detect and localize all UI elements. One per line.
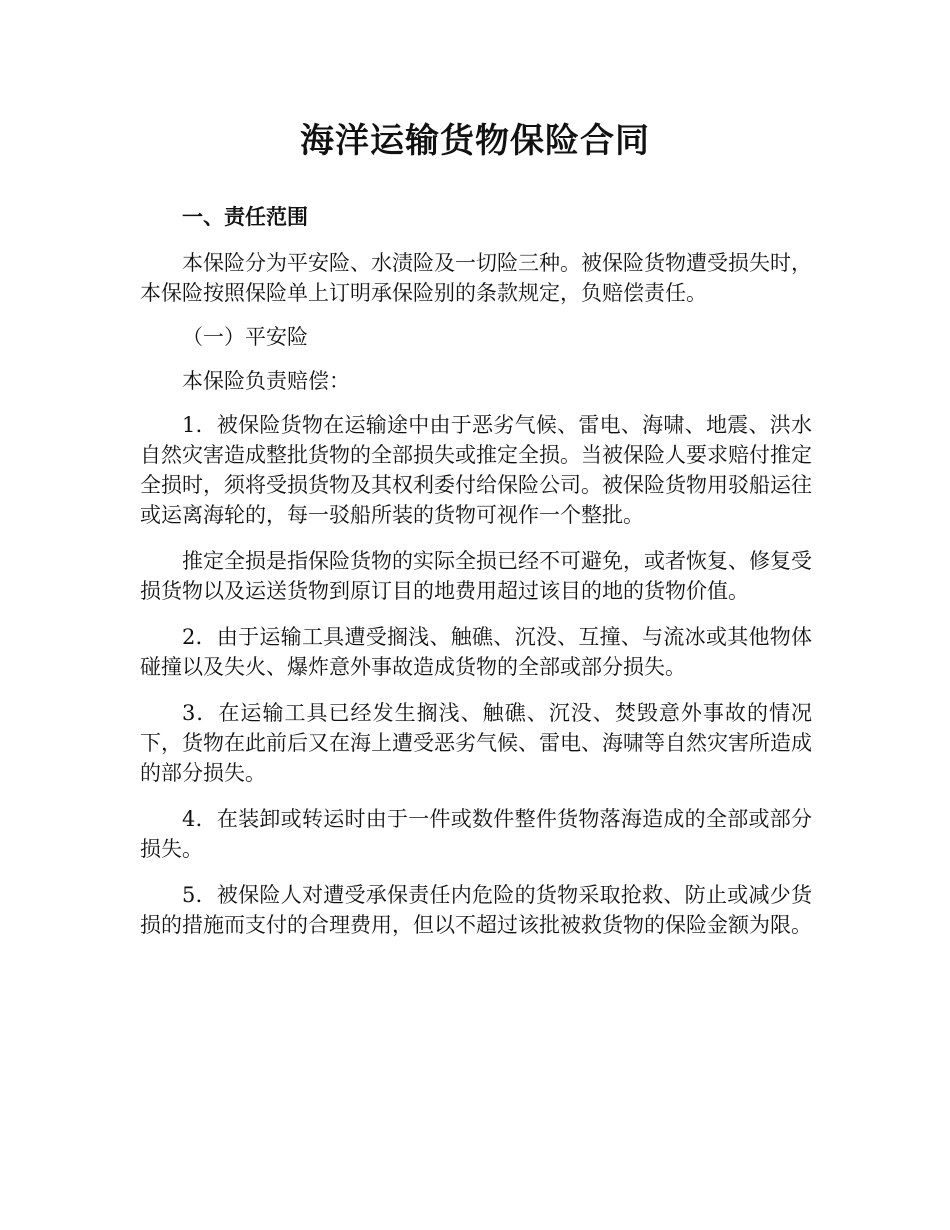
clause-item-2: 2．由于运输工具遭受搁浅、触礁、沉没、互撞、与流冰或其他物体碰撞以及失火、爆炸意外事故造成货物的全部或部分损失。 [140,625,812,679]
document-title: 海洋运输货物保险合同 [300,121,650,161]
paragraph-liability-statement: 本保险负责赔偿： [182,369,350,393]
subsection-heading-free-from-particular-average: （一）平安险 [182,325,308,349]
clause-item-3: 3．在运输工具已经发生搁浅、触礁、沉没、焚毁意外事故的情况下，货物在此前后又在海上遭受恶劣气候、雷电、海啸等自然灾害所造成的部分损失。 [140,701,812,785]
section-heading-liability-scope: 一、责任范围 [182,205,308,229]
clause-item-5: 5．被保险人对遭受承保责任内危险的货物采取抢救、防止或减少货损的措施而支付的合理费用，但以不超过该批被救货物的保险金额为限。 [140,883,812,937]
paragraph-intro: 本保险分为平安险、水渍险及一切险三种。被保险货物遭受损失时，本保险按照保险单上订明承保险别的条款规定，负赔偿责任。 [140,251,812,305]
paragraph-constructive-total-loss: 推定全损是指保险货物的实际全损已经不可避免，或者恢复、修复受损货物以及运送货物到原订目的地费用超过该目的地的货物价值。 [140,549,812,603]
clause-item-1: 1．被保险货物在运输途中由于恶劣气候、雷电、海啸、地震、洪水自然灾害造成整批货物的全部损失或推定全损。当被保险人要求赔付推定全损时，须将受损货物及其权利委付给保险公司。被保险货物用驳船运往或运离海轮的，每一驳船所装的货物可视作一个整批。 [140,413,812,527]
document-body [140,202,812,956]
clause-item-4: 4．在装卸或转运时由于一件或数件整件货物落海造成的全部或部分损失。 [140,807,812,861]
